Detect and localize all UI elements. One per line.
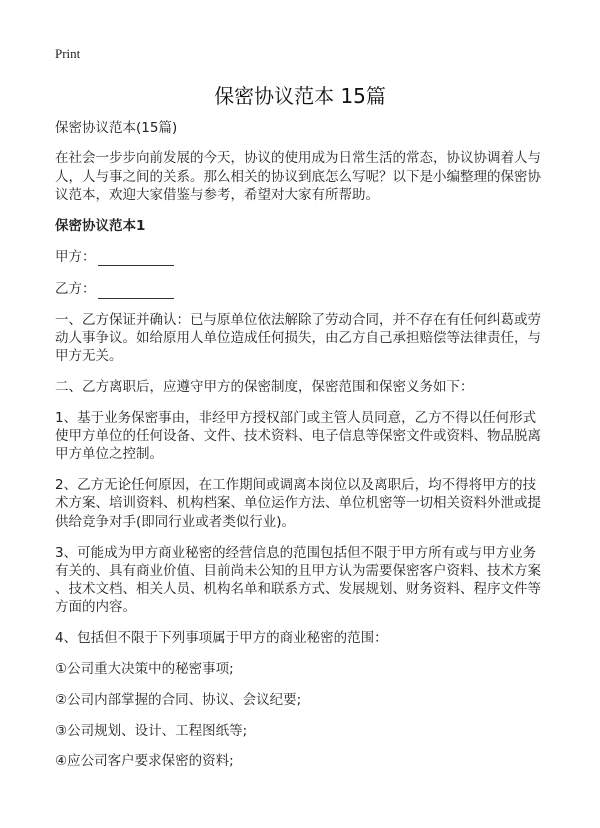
print-link[interactable]: Print: [55, 46, 81, 61]
party-a-field: [55, 248, 555, 266]
subitem: ④应公司客户要求保密的资料;: [55, 753, 234, 770]
item-1: [55, 409, 555, 464]
document-subtitle: 保密协议范本(15篇): [55, 120, 178, 136]
party-a-blank: [98, 251, 174, 266]
document-body: [55, 119, 555, 783]
item-4: [55, 629, 555, 647]
page-title: 保密协议范本 15篇: [214, 84, 386, 108]
text-line: 术方案、培训资料、机构档案、单位运作方法、单位机密等一切相关资料外泄或提: [55, 495, 541, 512]
subitem: ③公司规划、设计、工程图纸等;: [55, 722, 248, 739]
item-2: [55, 476, 555, 531]
subitem: ②公司内部掌握的合同、协议、会议纪要;: [55, 691, 302, 708]
text-line: 动人事争议。如给原用人单位造成任何损失，由乙方自己承担赔偿等法律责任，与: [55, 329, 541, 346]
party-a-label: 甲方：: [55, 248, 96, 265]
party-b-label: 乙方：: [55, 281, 96, 298]
text-line: 一、乙方保证并确认：已与原单位依法解除了劳动合同，并不存在有任何纠葛或劳: [55, 311, 541, 328]
party-b-blank: [98, 284, 174, 299]
text-line: 甲方单位之控制。: [55, 446, 163, 463]
text-line: 、技术文档、相关人员、机构名单和联系方式、发展规划、财务资料、程序文件等: [55, 581, 541, 598]
text-line: 1、基于业务保密事由，非经甲方授权部门或主管人员同意，乙方不得以任何形式: [55, 409, 537, 426]
text-line: 2、乙方无论任何原因，在工作期间或调离本岗位以及离职后，均不得将甲方的技: [55, 477, 537, 494]
text-line: 3、可能成为甲方商业秘密的经营信息的范围包括但不限于甲方所有或与甲方业务: [55, 544, 537, 561]
intro-paragraph: [55, 149, 555, 204]
section-heading: 保密协议范本1: [55, 217, 146, 234]
text-line: 使甲方单位的任何设备、文件、技术资料、电子信息等保密文件或资料、物品脱离: [55, 428, 541, 445]
text-line: 议范本，欢迎大家借鉴与参考，希望对大家有所帮助。: [55, 186, 379, 203]
clause-2: [55, 378, 555, 396]
clause-1: [55, 311, 555, 366]
text-line: 4、包括但不限于下列事项属于甲方的商业秘密的范围：: [55, 630, 388, 647]
party-b-field: [55, 280, 555, 298]
text-line: 二、乙方离职后，应遵守甲方的保密制度，保密范围和保密义务如下：: [55, 378, 474, 395]
text-line: 在社会一步步向前发展的今天，协议的使用成为日常生活的常态，协议协调着人与: [55, 150, 541, 167]
text-line: 有关的、具有商业价值、目前尚未公知的且甲方认为需要保密客户资料、技术方案: [55, 562, 541, 579]
text-line: 供给竞争对手(即同行业或者类似行业)。: [55, 513, 296, 530]
item-3: [55, 544, 555, 617]
text-line: 甲方无关。: [55, 348, 123, 365]
text-line: 人，人与事之间的关系。那么相关的协议到底怎么写呢？以下是小编整理的保密协: [55, 168, 541, 185]
text-line: 方面的内容。: [55, 599, 136, 616]
subitem: ①公司重大决策中的秘密事项;: [55, 661, 234, 678]
